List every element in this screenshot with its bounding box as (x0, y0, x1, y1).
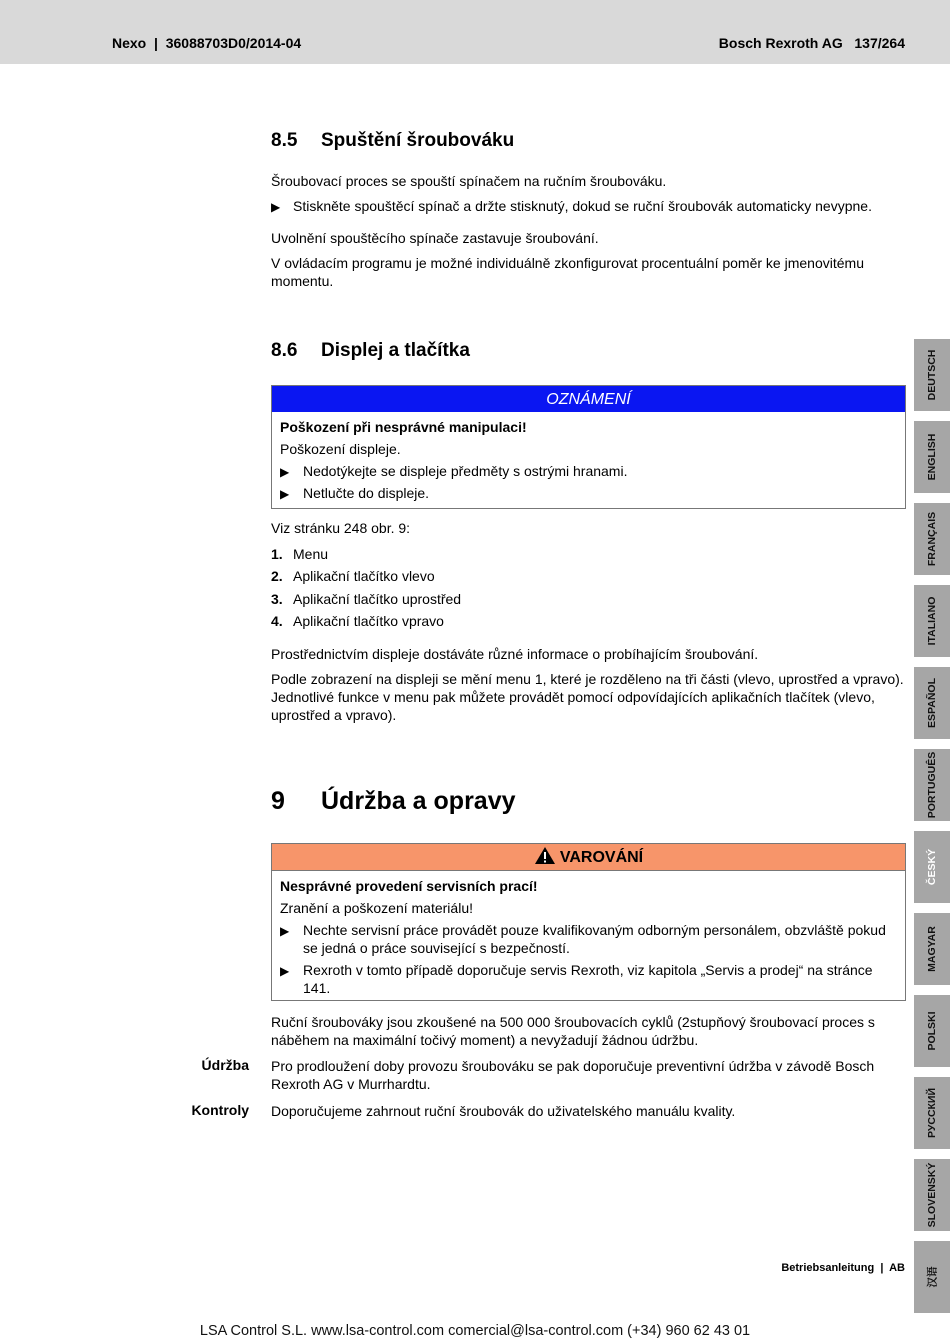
tab-magyar[interactable] (914, 913, 950, 985)
paragraph: Podle zobrazení na displeji se mění menu 1, které je rozděleno na tři části (vlevo, uprostřed a vpravo). Jednotlivé funkce v menu pak můžete provádět pomocí odpovídajících aplikačních tlačítek (vlevo, uprostřed a vpravo). (271, 671, 904, 723)
tab-portugues[interactable] (914, 749, 950, 821)
tab-francais[interactable] (914, 503, 950, 575)
tab-label: ENGLISH (926, 433, 938, 481)
tab-polski[interactable] (914, 995, 950, 1067)
notice-item-text: Netlučte do displeje. (303, 485, 430, 501)
margin-label-checks: Kontroly (191, 1102, 249, 1118)
warning-item (280, 921, 897, 957)
warning-item-text: Nechte servisní práce provádět pouze kvalifikovaným odborným personálem, obzvláště pokud se jedná o práce související s bezpečností. (303, 922, 886, 956)
section-8-5-heading (271, 130, 514, 152)
tab-slovensky[interactable] (914, 1159, 950, 1231)
footer-contact: LSA Control S.L. www.lsa-control.com comercial@lsa-control.com (+34) 960 62 43 01 (199, 1323, 751, 1339)
header-doc-id: Nexo | 36088703D0/2014-04 (112, 35, 302, 51)
footer-doc-label: Betriebsanleitung | AB (781, 1262, 905, 1274)
list-label: Aplikační tlačítko vpravo (293, 612, 444, 629)
notice-item (280, 462, 897, 480)
tab-label: 汉语 (926, 1266, 939, 1288)
paragraph: Doporučujeme zahrnout ruční šroubovák do uživatelského manuálu kvality. (271, 1103, 736, 1119)
section-title: Displej a tlačítka (321, 340, 470, 361)
section-8-6-heading (271, 340, 470, 362)
list-number: 1. (271, 546, 283, 562)
tab-label: POLSKI (926, 1011, 938, 1051)
section-number: 8.5 (271, 130, 298, 151)
tab-label: ITALIANO (926, 596, 938, 646)
arrow-right-icon: ▶ (280, 465, 290, 479)
arrow-right-icon: ▶ (271, 200, 281, 214)
chapter-title: Údržba a opravy (321, 787, 516, 815)
header-page-number: Bosch Rexroth AG 137/264 (718, 35, 905, 51)
section-title: Spuštění šroubováku (321, 130, 515, 151)
tab-hanyu[interactable] (914, 1241, 950, 1313)
tab-label: ČESKÝ (926, 848, 938, 886)
tab-deutsch[interactable] (914, 339, 950, 411)
arrow-right-icon: ▶ (280, 924, 290, 938)
list-number: 2. (271, 568, 283, 585)
paragraph: Ruční šroubováky jsou zkoušené na 500 000 šroubovacích cyklů (2stupňový šroubovací proces s náběhem na maximální točivý moment) a nevyžadují žádnou údržbu. (271, 1014, 875, 1048)
tab-label: ESPAÑOL (926, 678, 938, 728)
warning-box (271, 843, 906, 1001)
paragraph: Uvolnění spouštěcího spínače zastavuje šroubování. (271, 230, 599, 246)
tab-label: PORTUGUÊS (926, 751, 938, 819)
warning-heading: Nesprávné provedení servisních prací! (280, 878, 538, 894)
notice-heading: Poškození při nesprávné manipulaci! (280, 419, 527, 435)
arrow-right-icon: ▶ (280, 487, 290, 501)
list-number: 4. (271, 612, 283, 629)
list-item (271, 567, 907, 589)
paragraph: Šroubovací proces se spouští spínačem na ručním šroubováku. (271, 173, 667, 189)
tab-italiano[interactable] (914, 585, 950, 657)
list-number: 3. (271, 590, 283, 607)
chapter-9-heading (271, 787, 516, 816)
section-number: 8.6 (271, 340, 298, 361)
list-label: Menu (293, 546, 329, 562)
warning-item (280, 961, 897, 997)
tab-cesky[interactable] (914, 831, 950, 903)
warning-item-text: Rexroth v tomto případě doporučuje servis Rexroth, viz kapitola „Servis a prodej“ na stránce 141. (303, 962, 873, 996)
list-item (271, 590, 907, 612)
paragraph: V ovládacím programu je možné individuálně zkonfigurovat procentuální poměr ke jmenovitému momentu. (271, 255, 864, 289)
figure-reference: Viz stránku 248 obr. 9: (271, 520, 411, 536)
list-label: Aplikační tlačítko vlevo (293, 568, 435, 585)
warning-triangle-icon (534, 846, 556, 865)
page-header (0, 0, 950, 64)
chapter-number: 9 (271, 787, 285, 815)
numbered-list (271, 545, 907, 634)
paragraph: Pro prodloužení doby provozu šroubováku se pak doporučuje preventivní údržba v závodě Bosch Rexroth AG v Murrhardtu. (271, 1058, 875, 1092)
notice-item (280, 484, 897, 502)
notice-item-text: Nedotýkejte se displeje předměty s ostrými hranami. (303, 463, 628, 479)
tab-label: SLOVENSKÝ (926, 1162, 938, 1228)
notice-label: OZNÁMENÍ (272, 386, 905, 412)
warning-consequence: Zranění a poškození materiálu! (280, 900, 473, 916)
list-item (271, 545, 907, 567)
tab-label: FRANÇAIS (926, 511, 938, 567)
warning-label: VAROVÁNÍ (559, 849, 644, 866)
arrow-right-icon: ▶ (280, 964, 290, 978)
tab-espanol[interactable] (914, 667, 950, 739)
tab-english[interactable] (914, 421, 950, 493)
notice-consequence: Poškození displeje. (280, 441, 401, 457)
tab-label: MAGYAR (926, 926, 938, 972)
notice-box (271, 385, 906, 509)
list-item (271, 612, 907, 634)
tab-label: РУССКИЙ (926, 1087, 938, 1139)
tab-russkiy[interactable] (914, 1077, 950, 1149)
paragraph: Prostřednictvím displeje dostáváte různé informace o probíhajícím šroubování. (271, 646, 759, 662)
step-text: Stiskněte spouštěcí spínač a držte stisknutý, dokud se ruční šroubovák automaticky nevypne. (293, 198, 872, 214)
tab-label: DEUTSCH (926, 349, 938, 401)
list-label: Aplikační tlačítko uprostřed (293, 590, 462, 607)
warning-label-bar (272, 844, 905, 871)
margin-label-maintenance: Údržba (201, 1057, 249, 1073)
